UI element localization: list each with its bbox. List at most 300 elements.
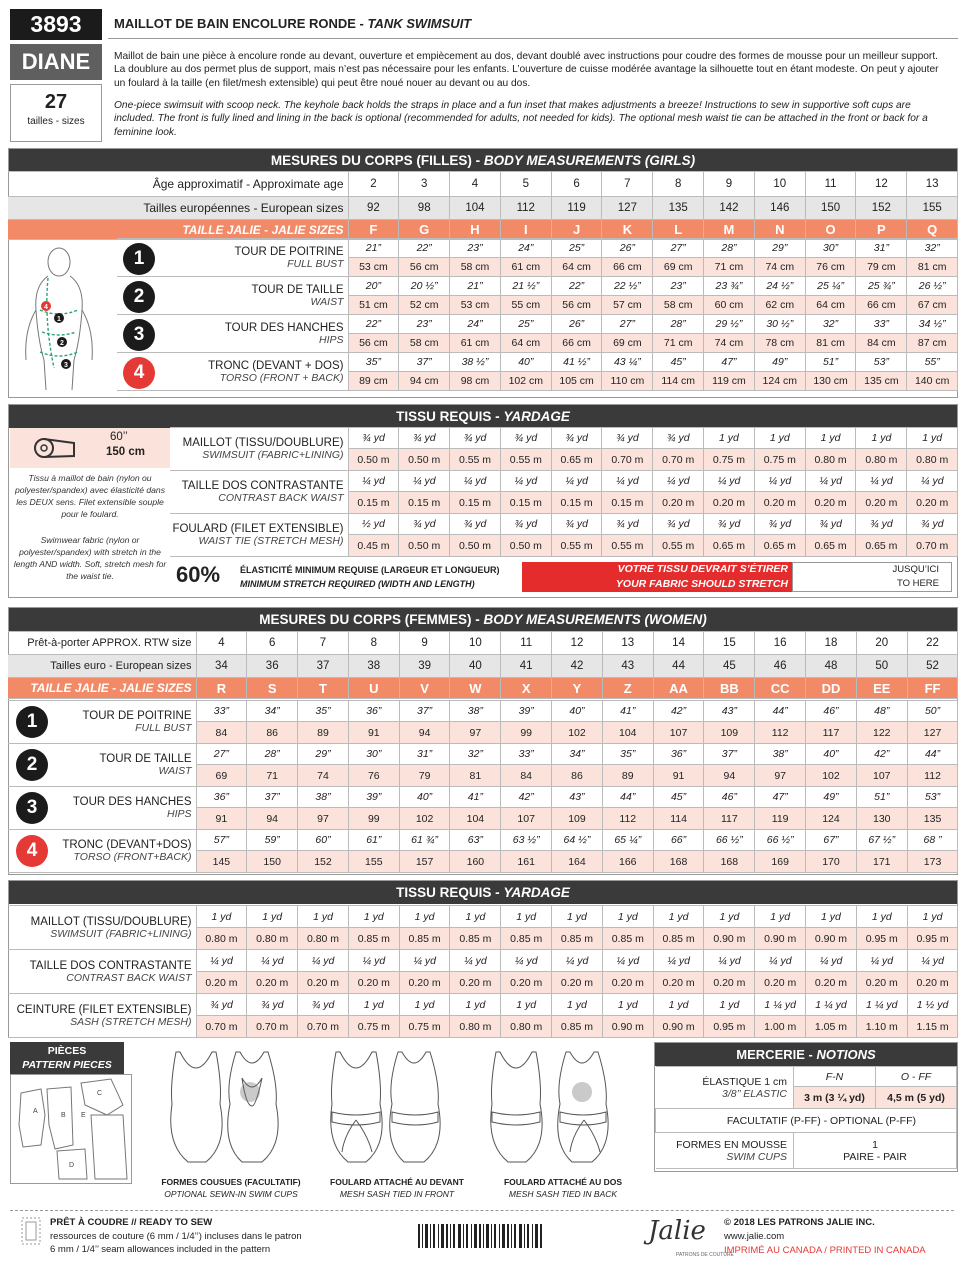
rtw-size-cell: 13 — [602, 632, 653, 655]
jalie-size-cell: Y — [552, 678, 603, 699]
inch-cell: 40” — [806, 744, 857, 765]
meter-cell: 0.80 m — [856, 449, 907, 471]
elastic-val-2: 4,5 m (5 yd) — [876, 1087, 957, 1109]
inch-cell: 37” — [704, 744, 755, 765]
cm-cell: 160 — [450, 851, 501, 873]
inch-cell: 37” — [399, 701, 450, 722]
inch-cell: 33” — [856, 315, 907, 334]
meter-cell: 0.70 m — [298, 1016, 349, 1038]
cm-cell: 81 — [450, 765, 501, 787]
cm-cell: 66 cm — [551, 334, 602, 353]
meter-cell: 0.50 m — [500, 535, 551, 557]
yard-cell: ¾ yd — [500, 428, 551, 449]
title-fr: MAILLOT DE BAIN ENCOLURE RONDE - — [114, 16, 368, 31]
measure-number-badge: 3 — [123, 319, 155, 351]
description-en: One-piece swimsuit with scoop neck. The keyhole back holds the straps in place and a fun inset that makes adjustments a breeze! Instructions to sew in supportive soft cups are included. The front is fully lined and lining in the back is optional (recommended for adults, not needed for kids). The optional mesh waist tie can be attached in the front or back for a feminine look. — [114, 100, 928, 138]
inch-cell: 36” — [348, 701, 399, 722]
meter-cell: 0.75 m — [348, 1016, 399, 1038]
inch-cell: 24” — [500, 239, 551, 258]
inch-cell: 25 ¼” — [805, 277, 856, 296]
inch-cell: 30” — [805, 239, 856, 258]
inch-cell: 41” — [450, 787, 501, 808]
cm-cell: 89 — [602, 765, 653, 787]
meter-cell: 0.20 m — [704, 972, 755, 994]
inch-cell: 38 ½” — [450, 353, 501, 372]
cm-cell: 71 cm — [704, 258, 755, 277]
meter-cell: 0.80 m — [805, 449, 856, 471]
cm-cell: 164 — [552, 851, 603, 873]
cm-cell: 74 cm — [754, 258, 805, 277]
cm-cell: 91 — [348, 722, 399, 744]
meter-cell: 0.20 m — [399, 972, 450, 994]
euro-size-cell: 39 — [399, 655, 450, 678]
yard-cell: ¾ yd — [500, 514, 551, 535]
inch-cell: 29” — [754, 239, 805, 258]
yard-cell: ¾ yd — [907, 514, 958, 535]
meter-cell: 0.75 m — [704, 449, 755, 471]
cm-cell: 152 — [298, 851, 349, 873]
meter-cell: 0.75 m — [399, 1016, 450, 1038]
women-yardage-label: MAILLOT (TISSU/DOUBLURE) SWIMSUIT (FABRIC+LINING) — [8, 906, 196, 950]
yard-cell: 1 yd — [298, 906, 349, 928]
inch-cell: 24 ½” — [754, 277, 805, 296]
inch-cell: 35” — [348, 353, 399, 372]
inch-cell: 47” — [755, 787, 806, 808]
inch-cell: 40” — [399, 787, 450, 808]
euro-size-cell: 37 — [298, 655, 349, 678]
inch-cell: 55” — [907, 353, 958, 372]
inch-cell: 30 ½” — [754, 315, 805, 334]
cm-cell: 155 — [348, 851, 399, 873]
inch-cell: 21” — [348, 239, 399, 258]
inch-cell: 26” — [602, 239, 653, 258]
fabric-note-en: Swimwear fabric (nylon or polyester/spandex) with stretch in the length AND width. Soft, stretch mesh for the waist tie. — [13, 535, 167, 581]
inch-cell: 41 ½” — [551, 353, 602, 372]
yard-cell: ¼ yd — [551, 471, 602, 492]
barcode — [416, 1224, 546, 1248]
inch-cell: 27” — [653, 239, 704, 258]
cm-cell: 104 — [602, 722, 653, 744]
yard-cell: 1 yd — [755, 906, 806, 928]
cm-cell: 117 — [806, 722, 857, 744]
rtw-size-cell: 9 — [399, 632, 450, 655]
fabric-width-box — [10, 428, 170, 468]
cm-cell: 91 — [653, 765, 704, 787]
inch-cell: 48” — [856, 701, 907, 722]
cm-cell: 97 — [450, 722, 501, 744]
inch-cell: 38” — [450, 701, 501, 722]
pattern-name: DIANE — [10, 44, 102, 80]
yard-cell: ¼ yd — [196, 950, 247, 972]
yard-cell: ¼ yd — [805, 471, 856, 492]
cm-cell: 98 cm — [450, 372, 501, 391]
euro-size-cell: 52 — [907, 655, 958, 678]
meter-cell: 0.20 m — [247, 972, 298, 994]
cm-cell: 69 — [196, 765, 247, 787]
meter-cell: 0.20 m — [704, 492, 755, 514]
yard-cell: ¾ yd — [805, 514, 856, 535]
age-cell: 5 — [500, 172, 551, 197]
meter-cell: 1.10 m — [856, 1016, 907, 1038]
inch-cell: 28” — [247, 744, 298, 765]
svg-text:2: 2 — [60, 340, 64, 347]
jalie-label: TAILLE JALIE - JALIE SIZES — [8, 678, 196, 699]
women-yardage-label: CEINTURE (FILET EXTENSIBLE) SASH (STRETCH MESH) — [8, 994, 196, 1038]
inch-cell: 34” — [247, 701, 298, 722]
meter-cell: 0.85 m — [399, 928, 450, 950]
sizes-label: tailles - sizes — [27, 116, 85, 127]
yard-cell: ¼ yd — [754, 471, 805, 492]
cm-cell: 64 cm — [500, 334, 551, 353]
notions-banner: MERCERIE - NOTIONS — [655, 1043, 957, 1066]
yard-cell: ¾ yd — [653, 428, 704, 449]
rtw-label: Prêt-à-porter APPROX. RTW size — [8, 632, 196, 655]
jalie-size-cell: Z — [602, 678, 653, 699]
cm-cell: 58 cm — [399, 334, 450, 353]
inch-cell: 47” — [704, 353, 755, 372]
inch-cell: 42” — [653, 701, 704, 722]
svg-text:1: 1 — [57, 316, 61, 323]
cm-cell: 97 — [755, 765, 806, 787]
jalie-size-cell: AA — [653, 678, 704, 699]
yard-cell: 1 yd — [653, 994, 704, 1016]
inch-cell: 64 ½” — [552, 830, 603, 851]
meter-cell: 0.20 m — [653, 972, 704, 994]
meter-cell: 0.20 m — [907, 492, 958, 514]
cm-cell: 130 — [856, 808, 907, 830]
rtw-size-cell: 16 — [755, 632, 806, 655]
jalie-label: TAILLE JALIE - JALIE SIZES — [8, 220, 348, 240]
printed-in: IMPRIMÉ AU CANADA / PRINTED IN CANADA — [724, 1245, 926, 1256]
women-measure-label: 3 TOUR DES HANCHES HIPS — [8, 787, 196, 830]
meter-cell: 0.80 m — [298, 928, 349, 950]
sizes-count: 27 — [44, 91, 68, 113]
inch-cell: 43 ¼” — [602, 353, 653, 372]
yard-cell: 1 yd — [450, 906, 501, 928]
inch-cell: 44” — [602, 787, 653, 808]
inch-cell: 37” — [399, 353, 450, 372]
jalie-size-cell: J — [551, 220, 602, 240]
inch-cell: 46” — [806, 701, 857, 722]
inch-cell: 61 ¾” — [399, 830, 450, 851]
meter-cell: 0.70 m — [907, 535, 958, 557]
meter-cell: 0.65 m — [805, 535, 856, 557]
cm-cell: 86 — [247, 722, 298, 744]
measure-number-badge: 1 — [123, 243, 155, 275]
cm-cell: 94 — [247, 808, 298, 830]
cm-cell: 64 cm — [805, 296, 856, 315]
yard-cell: ¾ yd — [856, 514, 907, 535]
meter-cell: 1.15 m — [907, 1016, 958, 1038]
cups-unit: PAIRE - PAIR — [843, 1150, 907, 1163]
meter-cell: 0.15 m — [399, 492, 450, 514]
yard-cell: 1 yd — [704, 906, 755, 928]
yard-cell: ¼ yd — [856, 471, 907, 492]
cm-cell: 51 cm — [348, 296, 399, 315]
inch-cell: 66 ½” — [755, 830, 806, 851]
inch-cell: 68 ” — [907, 830, 958, 851]
inch-cell: 30” — [348, 744, 399, 765]
cm-cell: 161 — [501, 851, 552, 873]
inch-cell: 36” — [196, 787, 247, 808]
women-measure-label: 4 TRONC (DEVANT+DOS) TORSO (FRONT+BACK) — [8, 830, 196, 873]
measure-number-badge: 3 — [16, 792, 48, 824]
yard-cell: 1 yd — [196, 906, 247, 928]
meter-cell: 0.15 m — [551, 492, 602, 514]
yard-cell: 1 yd — [704, 994, 755, 1016]
yard-cell: ¼ yd — [552, 950, 603, 972]
meter-cell: 0.55 m — [551, 535, 602, 557]
euro-label: Tailles européennes - European sizes — [8, 197, 348, 220]
rtw-size-cell: 12 — [552, 632, 603, 655]
inch-cell: 22” — [399, 239, 450, 258]
inch-cell: 41” — [602, 701, 653, 722]
inch-cell: 61” — [348, 830, 399, 851]
cm-cell: 87 cm — [907, 334, 958, 353]
yard-cell: ¼ yd — [450, 471, 501, 492]
girls-yardage-label: FOULARD (FILET EXTENSIBLE) WAIST TIE (STRETCH MESH) — [170, 514, 348, 557]
cm-cell: 66 cm — [856, 296, 907, 315]
meter-cell: 0.85 m — [552, 1016, 603, 1038]
elastic-col-2: O - FF — [876, 1067, 957, 1087]
meter-cell: 0.55 m — [602, 535, 653, 557]
inch-cell: 40” — [500, 353, 551, 372]
inch-cell: 39” — [348, 787, 399, 808]
women-yardage-table — [8, 905, 958, 1038]
yard-cell: ¾ yd — [551, 428, 602, 449]
yard-cell: 1 yd — [247, 906, 298, 928]
inch-cell: 33” — [196, 701, 247, 722]
age-cell: 10 — [754, 172, 805, 197]
cm-cell: 91 — [196, 808, 247, 830]
cm-cell: 168 — [653, 851, 704, 873]
inch-cell: 21” — [450, 277, 501, 296]
meter-cell: 0.15 m — [348, 492, 399, 514]
meter-cell: 0.90 m — [806, 928, 857, 950]
cm-cell: 130 cm — [805, 372, 856, 391]
jalie-size-cell: FF — [907, 678, 958, 699]
yard-cell: 1 yd — [501, 994, 552, 1016]
meter-cell: 0.20 m — [602, 972, 653, 994]
meter-cell: 0.20 m — [856, 972, 907, 994]
jalie-size-cell: G — [399, 220, 450, 240]
notions-table — [655, 1066, 957, 1169]
notions-section — [654, 1042, 958, 1172]
rtw-size-cell: 15 — [704, 632, 755, 655]
inch-cell: 24” — [450, 315, 501, 334]
cm-cell: 57 cm — [602, 296, 653, 315]
inch-cell: 31” — [399, 744, 450, 765]
copyright: © 2018 LES PATRONS JALIE INC. — [724, 1217, 875, 1228]
meter-cell: 0.55 m — [653, 535, 704, 557]
meter-cell: 0.15 m — [450, 492, 501, 514]
yard-cell: ¼ yd — [602, 471, 653, 492]
yard-cell: ¼ yd — [806, 950, 857, 972]
yard-cell: ¼ yd — [602, 950, 653, 972]
cm-cell: 69 cm — [602, 334, 653, 353]
euro-size-cell: 46 — [755, 655, 806, 678]
euro-size-cell: 42 — [552, 655, 603, 678]
svg-text:4: 4 — [44, 304, 48, 311]
jalie-size-cell: N — [754, 220, 805, 240]
cm-cell: 102 — [552, 722, 603, 744]
cm-cell: 102 cm — [500, 372, 551, 391]
rtw-size-cell: 8 — [348, 632, 399, 655]
svg-text:3: 3 — [64, 362, 68, 369]
svg-text:E: E — [81, 1112, 86, 1119]
inch-cell: 51” — [805, 353, 856, 372]
yard-cell: ¾ yd — [653, 514, 704, 535]
inch-cell: 66 ½” — [704, 830, 755, 851]
cm-cell: 62 cm — [754, 296, 805, 315]
cm-cell: 157 — [399, 851, 450, 873]
jalie-size-cell: H — [450, 220, 501, 240]
cm-cell: 94 cm — [399, 372, 450, 391]
inch-cell: 42” — [856, 744, 907, 765]
cm-cell: 99 — [348, 808, 399, 830]
inch-cell: 63” — [450, 830, 501, 851]
cm-cell: 112 — [907, 765, 958, 787]
header-divider — [108, 38, 958, 39]
inch-cell: 35” — [602, 744, 653, 765]
age-cell: 6 — [551, 172, 602, 197]
jalie-size-cell: P — [856, 220, 907, 240]
yard-cell: 1 yd — [348, 906, 399, 928]
fabric-roll-icon — [32, 434, 76, 462]
cm-cell: 119 cm — [704, 372, 755, 391]
cm-cell: 107 — [501, 808, 552, 830]
yard-cell: 1 ¼ yd — [856, 994, 907, 1016]
cm-cell: 150 — [247, 851, 298, 873]
inch-cell: 25” — [500, 315, 551, 334]
cm-cell: 86 — [552, 765, 603, 787]
inch-cell: 23” — [399, 315, 450, 334]
measure-number-badge: 4 — [123, 357, 155, 389]
yard-cell: 1 yd — [907, 428, 958, 449]
cm-cell: 71 cm — [653, 334, 704, 353]
cm-cell: 145 — [196, 851, 247, 873]
yard-cell: ¼ yd — [348, 471, 399, 492]
yard-cell: ¾ yd — [247, 994, 298, 1016]
meter-cell: 0.90 m — [602, 1016, 653, 1038]
stretch-gauge-end: JUSQU’ICI TO HERE — [792, 562, 952, 592]
rtw-size-cell: 7 — [298, 632, 349, 655]
cm-cell: 55 cm — [500, 296, 551, 315]
inch-cell: 43” — [552, 787, 603, 808]
meter-cell: 0.70 m — [602, 449, 653, 471]
cm-cell: 127 — [907, 722, 958, 744]
cm-cell: 74 — [298, 765, 349, 787]
inch-cell: 21 ½” — [500, 277, 551, 296]
cm-cell: 124 cm — [754, 372, 805, 391]
euro-size-cell: 38 — [348, 655, 399, 678]
yard-cell: ¼ yd — [399, 471, 450, 492]
website-link[interactable]: www.jalie.com — [724, 1231, 785, 1242]
cm-cell: 56 cm — [551, 296, 602, 315]
inch-cell: 25” — [551, 239, 602, 258]
meter-cell: 0.65 m — [551, 449, 602, 471]
girls-measure-label: 1 TOUR DE POITRINE FULL BUST — [117, 239, 348, 277]
euro-label: Tailles euro - European sizes — [8, 655, 196, 678]
stretch-gauge-bar: VOTRE TISSU DEVRAIT S’ÉTIRER YOUR FABRIC SHOULD STRETCH — [522, 562, 792, 592]
meter-cell: 0.20 m — [653, 492, 704, 514]
inch-cell: 26 ½” — [907, 277, 958, 296]
women-size-header — [8, 631, 958, 699]
jalie-size-cell: I — [500, 220, 551, 240]
inch-cell: 22 ½” — [602, 277, 653, 296]
cm-cell: 102 — [399, 808, 450, 830]
cm-cell: 52 cm — [399, 296, 450, 315]
girls-measure-label: 2 TOUR DE TAILLE WAIST — [117, 277, 348, 315]
women-measurements-table — [8, 700, 958, 873]
yard-cell: 1 yd — [856, 906, 907, 928]
inch-cell: 26” — [551, 315, 602, 334]
cm-cell: 78 cm — [754, 334, 805, 353]
yard-cell: 1 yd — [704, 428, 755, 449]
euro-size-cell: 112 — [500, 197, 551, 220]
age-cell: 8 — [653, 172, 704, 197]
elastic-val-1: 3 m (3 ¼ yd) — [794, 1087, 876, 1109]
jalie-logo-sub: PATRONS DE COUTURE — [676, 1252, 734, 1258]
inch-cell: 53” — [907, 787, 958, 808]
age-cell: 3 — [399, 172, 450, 197]
cm-cell: 171 — [856, 851, 907, 873]
age-cell: 7 — [602, 172, 653, 197]
euro-size-cell: 43 — [602, 655, 653, 678]
description-fr: Maillot de bain une pièce à encolure ronde au devant, ouverture et empiècement au dos, devant doublé avec instructions pour coudre des formes de mousse pour un meilleur support. La doublure au dos permet plus de support, mais n’est pas nécessaire pour les enfants. L’ouverture de cuisse modérée avantage la silhouette tout en étant modeste. On peut y ajouter un foulard à la taille (en filet/mesh extensible) qui peut être noué nouer au devant ou au dos. — [114, 51, 939, 89]
meter-cell: 0.80 m — [196, 928, 247, 950]
meter-cell: 0.15 m — [500, 492, 551, 514]
rtw-size-cell: 20 — [856, 632, 907, 655]
meter-cell: 0.85 m — [552, 928, 603, 950]
cm-cell: 81 cm — [907, 258, 958, 277]
meter-cell: 0.20 m — [196, 972, 247, 994]
cm-cell: 110 cm — [602, 372, 653, 391]
inch-cell: 63 ½” — [501, 830, 552, 851]
ready-to-sew: PRÊT À COUDRE // READY TO SEW — [50, 1217, 213, 1228]
elastic-label-fr: ÉLASTIQUE 1 cm — [702, 1075, 787, 1088]
jalie-size-cell: CC — [755, 678, 806, 699]
inch-cell: 65 ¼” — [602, 830, 653, 851]
cm-cell: 105 cm — [551, 372, 602, 391]
inch-cell: 36” — [653, 744, 704, 765]
meter-cell: 0.85 m — [653, 928, 704, 950]
yard-cell: 1 yd — [602, 906, 653, 928]
svg-text:A: A — [33, 1108, 38, 1115]
inch-cell: 44” — [755, 701, 806, 722]
euro-size-cell: 152 — [856, 197, 907, 220]
women-banner: MESURES DU CORPS (FEMMES) - BODY MEASUREMENTS (WOMEN) — [9, 608, 957, 631]
euro-size-cell: 36 — [247, 655, 298, 678]
page-title — [114, 16, 471, 31]
inch-cell: 23 ¾” — [704, 277, 755, 296]
svg-text:B: B — [61, 1112, 66, 1119]
cm-cell: 84 cm — [856, 334, 907, 353]
cm-cell: 56 cm — [399, 258, 450, 277]
yard-cell: ¾ yd — [450, 428, 501, 449]
meter-cell: 0.85 m — [602, 928, 653, 950]
meter-cell: 0.55 m — [500, 449, 551, 471]
women-yardage-label: TAILLE DOS CONTRASTANTE CONTRAST BACK WAIST — [8, 950, 196, 994]
women-measure-label: 2 TOUR DE TAILLE WAIST — [8, 744, 196, 787]
meter-cell: 1.00 m — [755, 1016, 806, 1038]
inch-cell: 35” — [298, 701, 349, 722]
jalie-size-cell: V — [399, 678, 450, 699]
inch-cell: 31” — [856, 239, 907, 258]
cm-cell: 58 cm — [450, 258, 501, 277]
cm-cell: 74 cm — [704, 334, 755, 353]
meter-cell: 0.80 m — [247, 928, 298, 950]
